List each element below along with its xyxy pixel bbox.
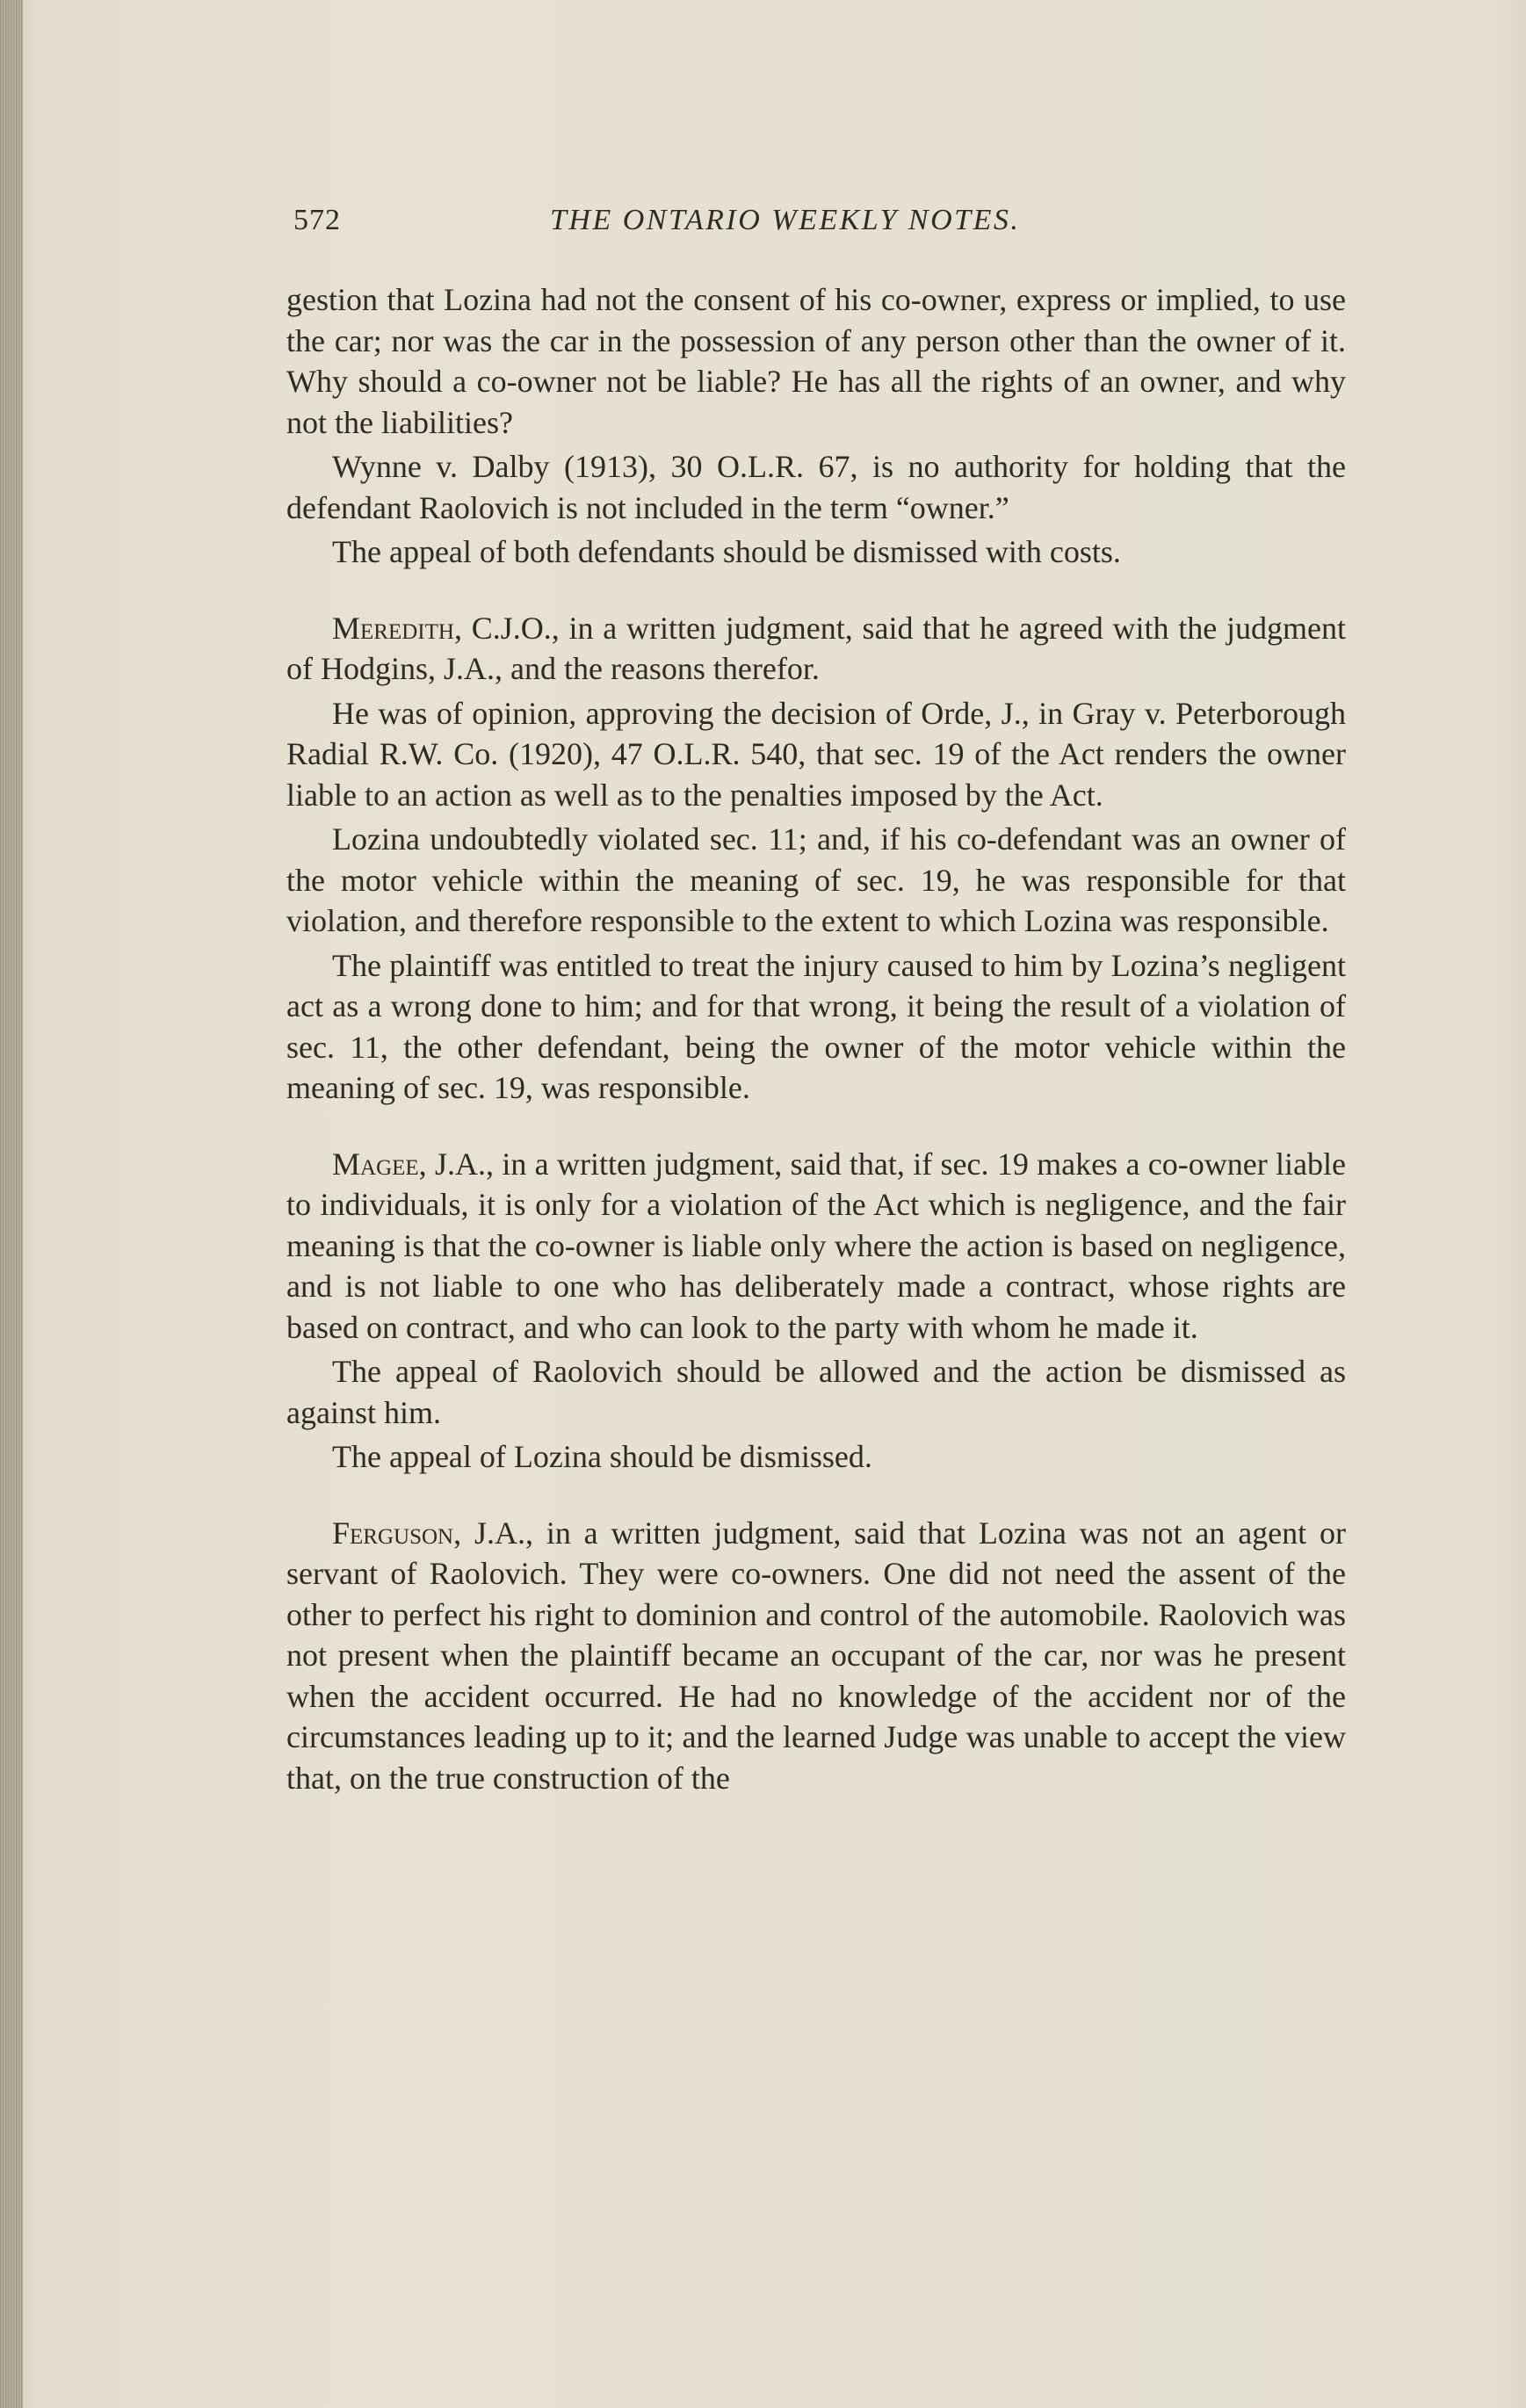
paragraph: Wynne v. Dalby (1913), 30 O.L.R. 67, is no authority for holding that the defendant Raolovich is not included in the term “owner.” bbox=[286, 449, 1346, 525]
paragraph-text: , C.J.O., in a written judgment, said that he agreed with the judgment of Hodgins, J.A., and the reasons therefor. bbox=[286, 610, 1346, 686]
page-number: 572 bbox=[293, 204, 341, 236]
judge-name: Magee bbox=[332, 1146, 419, 1182]
body-text bbox=[286, 279, 1346, 1798]
judge-name: Meredith bbox=[332, 610, 454, 646]
paragraph: Lozina undoubtedly violated sec. 11; and, if his co-defendant was an owner of the motor vehicle within the meaning of sec. 19, he was responsible for that violation, and therefore responsible to the extent to which Lozina was responsible. bbox=[286, 821, 1346, 938]
page-binding-edge bbox=[0, 0, 23, 2408]
running-head: THE ONTARIO WEEKLY NOTES. bbox=[550, 204, 1021, 236]
judgment-paragraph bbox=[286, 1513, 1346, 1799]
paragraph: The appeal of both defendants should be dismissed with costs. bbox=[332, 534, 1121, 569]
paragraph-text: , J.A., in a written judgment, said that Lozina was not an agent or servant of Raolovich. They were co-owners. One did not need the assent of the other to perfect his right to dominion and control of the automobile. Raolovich was not present when the plaintiff became an occupant of the car, nor was he present when the accident occurred. He had no knowledge of the accident nor of the circumstances leading up to it; and the learned Judge was unable to accept the view that, on the true construction of the bbox=[286, 1515, 1346, 1796]
page-header bbox=[293, 204, 1356, 248]
paragraph: The appeal of Raolovich should be allowed and the action be dismissed as against him. bbox=[286, 1354, 1346, 1430]
paragraph: The appeal of Lozina should be dismissed. bbox=[332, 1439, 872, 1474]
paragraph: He was of opinion, approving the decision of Orde, J., in Gray v. Peterborough Radial R.W. Co. (1920), 47 O.L.R. 540, that sec. 19 of the Act renders the owner liable to an action as well as to the penalties imposed by the Act. bbox=[286, 695, 1346, 813]
judgment-paragraph bbox=[286, 1144, 1346, 1349]
paragraph-text: , J.A., in a written judgment, said that, if sec. 19 makes a co-owner liable to individuals, it is only for a violation of the Act which is negligence, and the fair meaning is that the co-owner is liable only where the action is based on negligence, and is not liable to one who has deliberately made a contract, whose rights are based on contract, and who can look to the party with whom he made it. bbox=[286, 1146, 1346, 1345]
paragraph: The plaintiff was entitled to treat the injury caused to him by Lozina’s negligent act as a wrong done to him; and for that wrong, it being the result of a violation of sec. 11, the other defendant, being the owner of the motor vehicle within the meaning of sec. 19, was responsible. bbox=[286, 947, 1346, 1105]
judge-name: Ferguson bbox=[332, 1515, 454, 1551]
judgment-paragraph bbox=[286, 608, 1346, 690]
paragraph: gestion that Lozina had not the consent of his co-owner, express or implied, to use the car; nor was the car in the possession of any person other than the owner of it. Why should a co-owner not be liable? He has all the rights of an owner, and why not the liabilities? bbox=[286, 282, 1346, 440]
